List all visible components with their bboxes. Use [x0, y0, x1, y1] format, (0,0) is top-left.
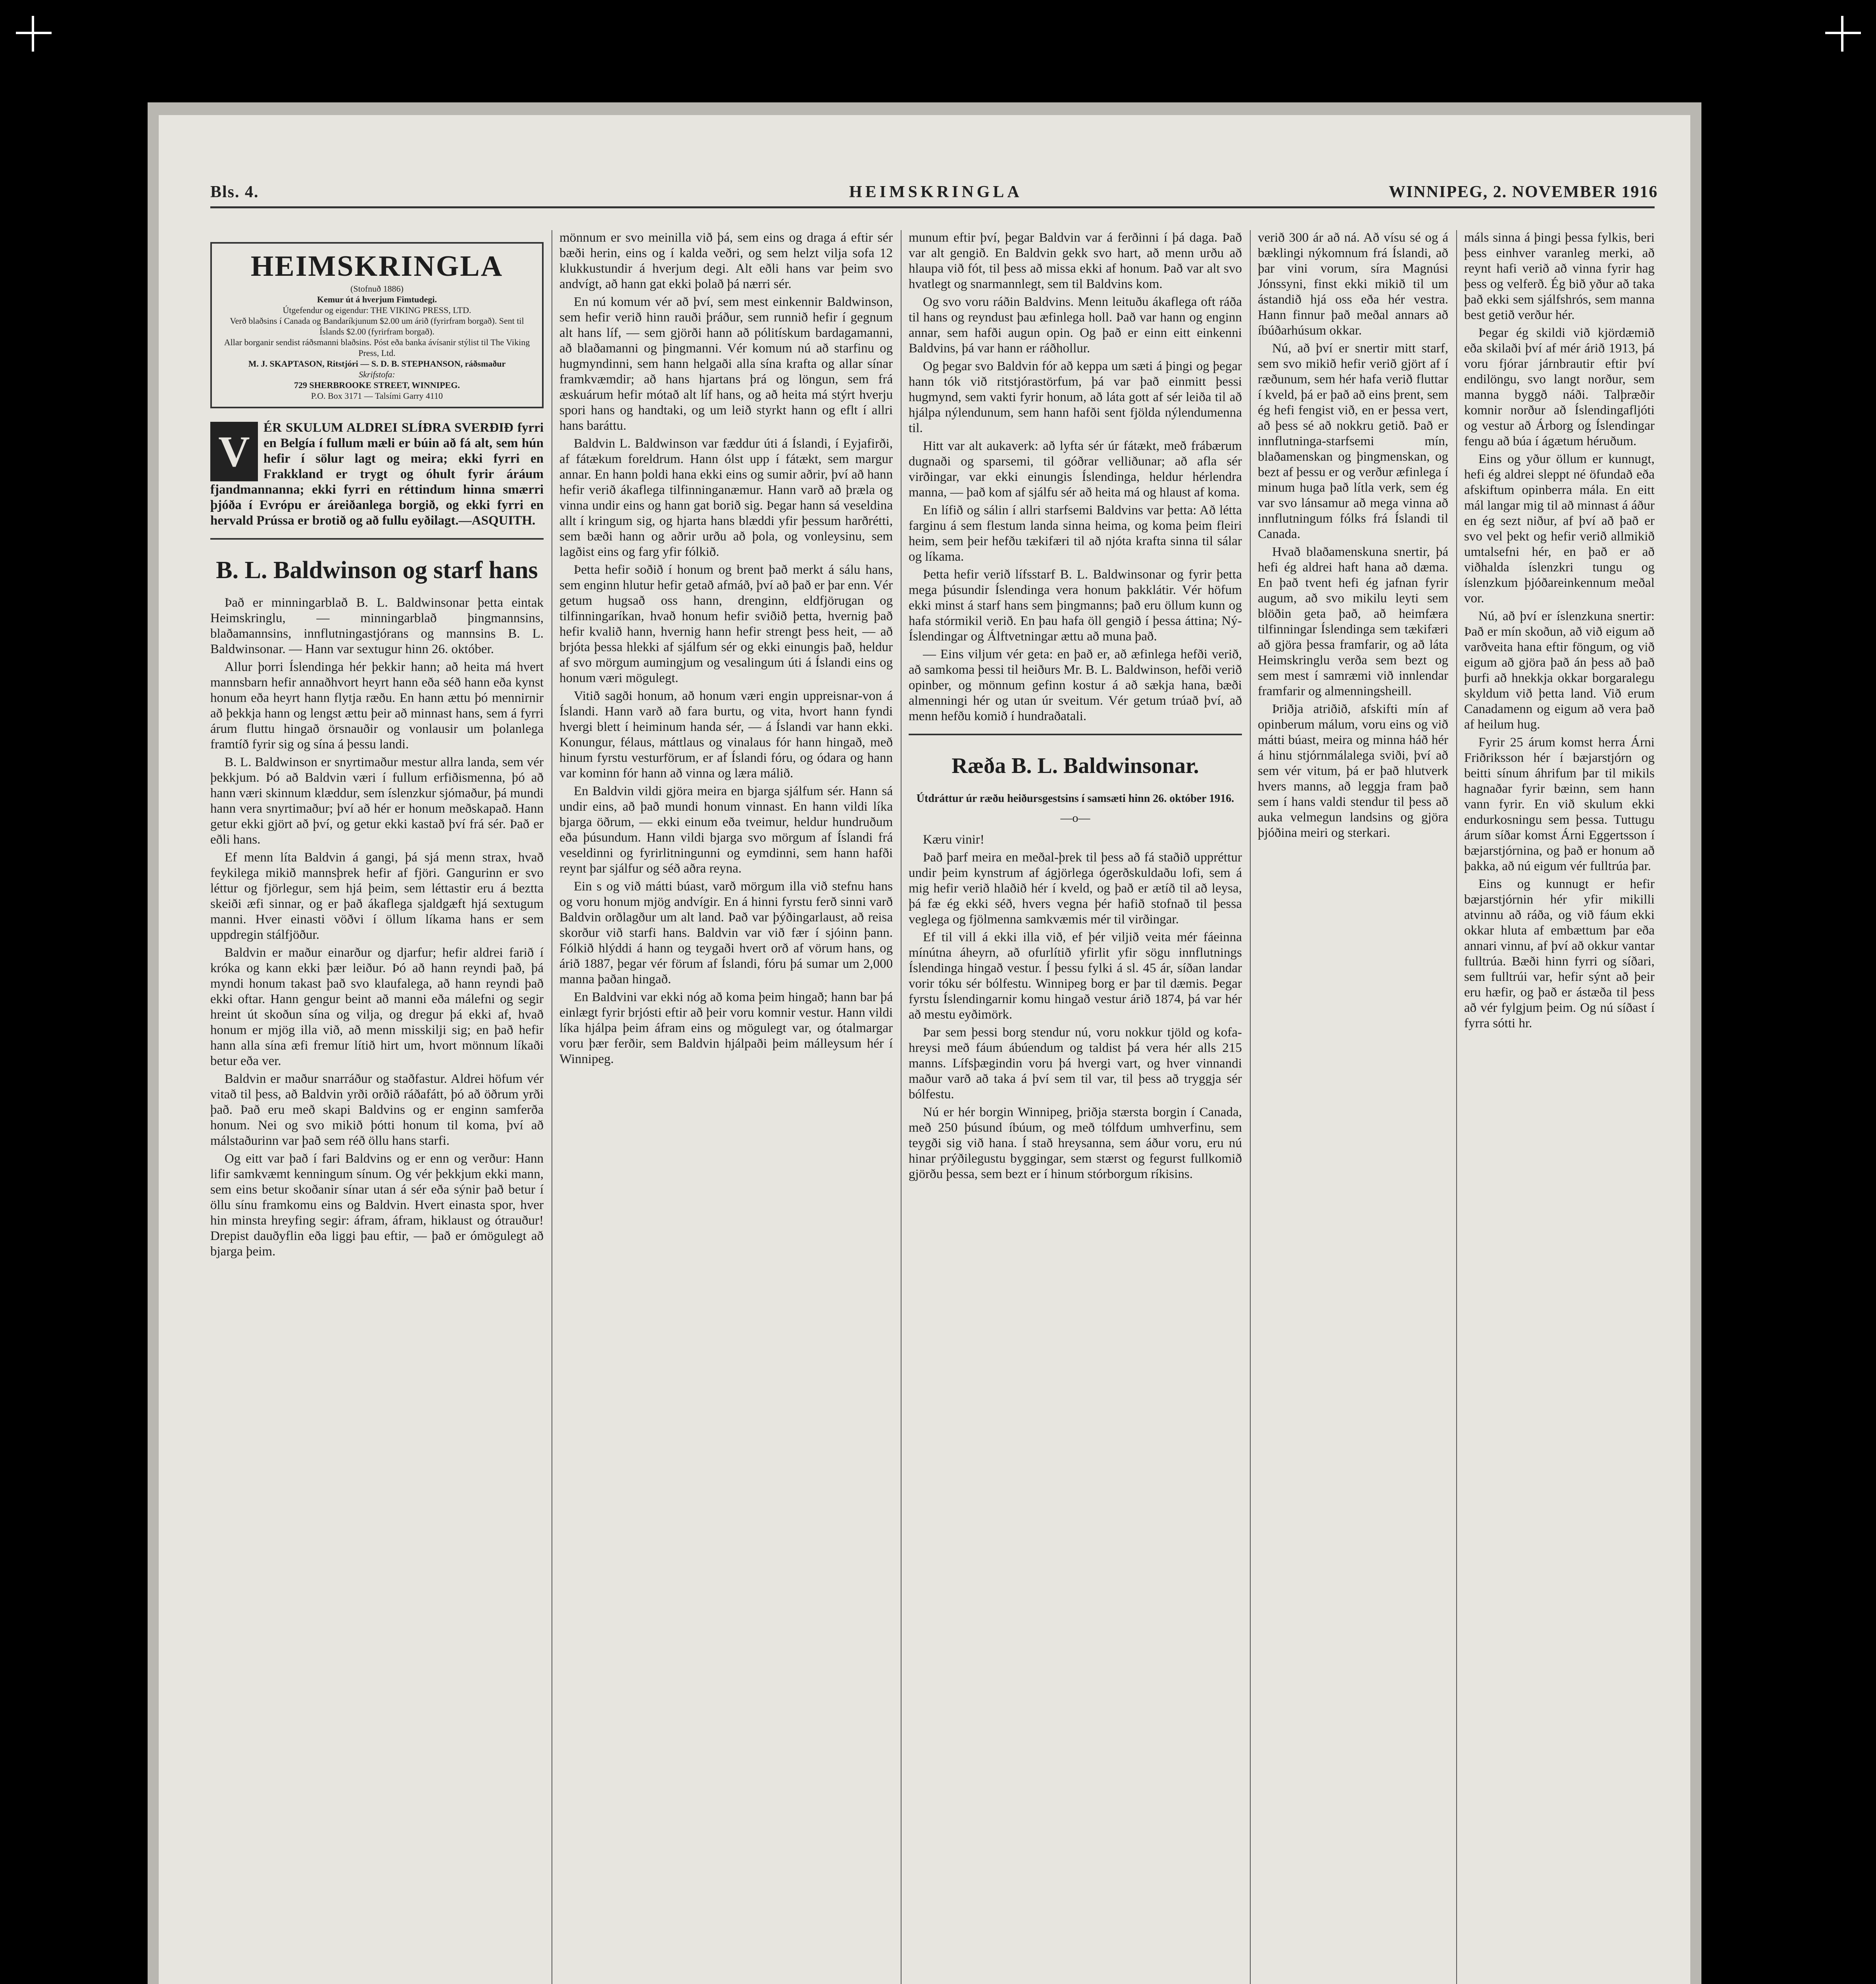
- speech-paragraph: Ef til vill á ekki illa við, ef þér viljið veita mér fáeinna mínútna áheyrn, að ofurlítið yfirlit yfir sögu innflutnings Íslendinga hingað vestur. Í þessu fylki á sl. 45 ár, síðan landar vorir tóku sér bólfestu. Winnipeg borg er þar til dæmis. Þegar fyrstu Íslendingarnir komu hingað vestur árið 1874, þá var hér að mestu eyðimörk.: [909, 930, 1242, 1022]
- column-rule: [1250, 230, 1251, 1984]
- article-paragraph: Og þegar svo Baldvin fór að keppa um sæti á þingi og þegar hann tók við ritstjórastörfum, þá var það einmitt þessi hugmynd, sem vakti fyrir honum, að láta gott af sér leiða til að hjálpa nýlendunum, sem hann hafði sent fjölda nýlendumenna til.: [909, 359, 1242, 435]
- article-paragraph: Ef menn líta Baldvin á gangi, þá sjá menn strax, hvað feykilega mikið mannsþrek hefir af fjöri. Gangurinn er svo léttur og fjörlegur, sem hjá þeim, sem léttastir eru á beztta skeiði æfi sinnar, og er það ákaflega sjaldgæft hjá sextugum manni. Hver einasti vöðvi í öllum líkama hans er sem uppdregin stálfjöður.: [210, 850, 544, 942]
- article-paragraph: — Eins viljum vér geta: en það er, að æfinlega hefði verið, að samkoma þessi til heiðurs Mr. B. L. Baldwinson, hefði verið opinber, og mönnum gefinn kostur á að sækja hana, bæði almenningi hér og utan úr sveitum. Vér getum trúað því, að menn hefðu komið í hundraðatali.: [909, 647, 1242, 723]
- column-rule: [1456, 230, 1457, 1984]
- film-corner-mark: [16, 32, 52, 34]
- article-paragraph: Baldvin L. Baldwinson var fæddur úti á Íslandi, í Eyjafirði, af fátækum foreldrum. Hann ólst upp í fátækt, sem margur annar. En hann þoldi hana ekki eins og sumir aðrir, því að hann hefir verið ákaflega tilfinninganæmur. Hann varð að þræla og vinna undir eins og hann gat borið sig. Þegar hann sá veseldina allt í kringum sig, og hjarta hans blæddi yfir þessum harðrétti, sem bæði hann og aðrir urðu að þola, og vonleysinu, sem lagðist eins og farg yfir fólkið.: [559, 436, 893, 559]
- masthead-editors: M. J. SKAPTASON, Ritstjóri — S. D. B. STEPHANSON, ráðsmaður: [248, 359, 506, 369]
- speech-paragraph: Nú er hér borgin Winnipeg, þriðja stærsta borgin í Canada, með 250 þúsund íbúum, og með tólfdum umhverfinu, sem teygði sig við hana. Í stað hreysanna, sem áður voru, eru nú hinar prýðilegustu byggingar, sem stærst og fegurst fullkomið gjörðu þessa, sem bezt er í hinum stórborgum ríkisins.: [909, 1105, 1242, 1181]
- masthead-price: Verð blaðsins í Canada og Bandaríkjunum $2.00 um árið (fyrirfram borgað). Sent til Íslands $2.00 (fyrirfram borgað).: [230, 316, 524, 336]
- masthead-box: [210, 242, 544, 408]
- paper-name: HEIMSKRINGLA: [849, 183, 1023, 201]
- article-paragraph: B. L. Baldwinson er snyrtimaður mestur allra landa, sem vér þekkjum. Þó að Baldvin væri í fullum erfiðismenna, þó að hann væri skinnum klæddur, sem íslenzkur sjómaður, þá mundi hann vera snyrtimaður; því að hér er honum meðskapað. Hann getur ekki gjört að því, og getur ekki kastað því frá sér. Það er eðli hans.: [210, 755, 544, 847]
- page-number: Bls. 4.: [210, 183, 259, 201]
- film-corner-mark: [1825, 32, 1861, 34]
- article-paragraph: verið 300 ár að ná. Að vísu sé og á bæklingi nýkomnum frá Íslandi, að þar vini vorum, síra Magnúsi Jónssyni, finst ekki mikið til um ástandið hjá oss eða hér vestra. Hann finnur það meðal annars að íbúðarhúsum okkar.: [1258, 231, 1448, 338]
- asquith-quote: [210, 420, 544, 529]
- section-rule: [909, 734, 1242, 735]
- section-rule: [210, 538, 544, 540]
- article-paragraph: Þriðja atriðið, afskifti mín af opinberum málum, voru eins og við mátti búast, meira og minna háð hér á hinu stjórnmálalega sviði, því að sem vér vitum, þá er það hlutverk hvers manns, að leggja fram það sem í hans valdi stendur til þess að auka velmegun landsins og gjöra þjóðina meiri og sterkari.: [1258, 702, 1448, 840]
- newspaper-page: [159, 115, 1690, 1984]
- article-paragraph: Eins og yður öllum er kunnugt, hefi ég aldrei sleppt né öfundað eða afskiftum opinberra mála. En eitt mál langar mig til að minnast á áður en ég sezt niður, af því að það er svo vel þekt og hefir verið allmikið umtalsefni hér, en það er að viðhalda íslenzkri tungu og íslenzkum þjóðareinkennum meðal vor.: [1464, 452, 1655, 606]
- quote-text: ÉR SKULUM ALDREI SLÍÐRA SVERÐIÐ fyrri en Belgía í fullum mæli er búin að fá alt, sem hún hefir í sölur lagt og meira; ekki fyrri en Frakkland er trygt og óhult fyrir áráum fjandmannanna; ekki fyrri en réttindum hinna smærri þjóða í Evrópu er áreiðanlega borgið, og ekki fyrri en hervald Prússa er brotið og að fullu eyðilagt.—ASQUITH.: [210, 421, 544, 528]
- article-paragraph: Hvað blaðamenskuna snertir, þá hefi ég aldrei haft hana að dæma. En það tvent hefi ég jafnan fyrir augum, að svo mikilu leyti sem blöðin geta það, að heimfæra tilfinningar Íslendinga sem tækifæri að gjöra þessa framfarir, og að láta Heimskringlu verða sem bezt og sem mest í samræmi við innlendar framfarir og almenningsheill.: [1258, 545, 1448, 698]
- article-paragraph: En nú komum vér að því, sem mest einkennir Baldwinson, sem hefir verið hinn rauði þráður, sem runnið hefir í gegnum alt hans líf, — sem gjörði hann að pólitískum bardagamanni, að blaðamanni og þingmanni. Vér komum nú að starfinu og hugmyndinni, sem hann helgaði alla sína krafta og allar sínar framkvæmdir; að hans hjartans þrá og löngun, sem frá æskuárum hefir mótað alt líf hans, og að heita má stýrt hverju spori hans og handtaki, og um leið styrkt hann og eflt í allri hans baráttu.: [559, 295, 893, 433]
- speech-headline: Ræða B. L. Baldwinsonar.: [951, 754, 1199, 778]
- masthead-box-number: P.O. Box 3171 — Talsími Garry 4110: [311, 391, 443, 401]
- header-rule: [210, 206, 1655, 208]
- article-paragraph: Eins og kunnugt er hefir bæjarstjórnin hér yfir mikilli atvinnu að ráða, og við fáum ekki okkar hluta af embættum þar eða annari vinnu, af því að okkur vantar fulltrúa. Bæði hinn fyrri og síðari, sem fulltrúi var, hefir sýnt að þeir eru hæfir, og það er ástæða til þess að vér fylgjum þeim. Og nú síðast í fyrra sótti hr.: [1464, 877, 1655, 1030]
- article-paragraph: Baldvin er maður snarráður og staðfastur. Aldrei höfum vér vitað til þess, að Baldvin yrði orðið ráðafátt, þó að öðrum yrði það. Það eru með skapi Baldvins og er enginn samferða honum. Nei og svo mikið þótti honum til koma, því að málstaðurinn var það sem réð öllu hans starfi.: [210, 1072, 544, 1148]
- article-paragraph: Þetta hefir verið lífsstarf B. L. Baldwinsonar og fyrir þetta mega þúsundir Íslendinga vera honum þakklátir. Vér höfum ekki minst á starf hans sem þingmanns; það eru öllum kunn og hafa stórmikil verið. En þau hafa öll gengið í þessa áttina; Ný-Íslendingar og Álftvetningar ættu að muna það.: [909, 567, 1242, 644]
- speech-subheading: Útdráttur úr ræðu heiðursgestsins í samsæti hinn 26. október 1916.: [916, 792, 1234, 805]
- column-4: [1258, 230, 1448, 1984]
- article-paragraph: En Baldvin vildi gjöra meira en bjarga sjálfum sér. Hann sá undir eins, að það mundi honum vinnast. En hann vildi líka bjarga öðrum, — ekki einum eða tveimur, heldur hundruðum eða þúsundum. Hann vildi bjarga svo mörgum af Íslandi frá veseldinni og fyrirlitningunni og eymdinni, sem hann hafði reynt þar sjálfur og séð aðra reyna.: [559, 784, 893, 876]
- column-3: [909, 230, 1242, 1984]
- article-headline: B. L. Baldwinson og starf hans: [216, 557, 538, 584]
- article-paragraph: Fyrir 25 árum komst herra Árni Friðriksson hér í bæjarstjórn og beitti sínum áhrifum þar til mikils hagnaðar fyrir bæinn, sem hann vann fyrir. En við skulum ekki endurkosningu sem þessa. Tuttugu árum síðar komst Árni Eggertsson í bæjarstjórnina, og það er honum að þakka, að nú eigum vér fulltrúa þar.: [1464, 735, 1655, 873]
- masthead-office-label: Skrifstofa:: [359, 369, 395, 379]
- masthead-publishers: Útgefendur og eigendur: THE VIKING PRESS, LTD.: [283, 305, 471, 315]
- article-paragraph: máls sinna á þingi þessa fylkis, beri þess einhver varanleg merki, að reynt hafi verið að vinna fyrir hag þess og velferð. Ég bið yður að taka það ekki sem sjálfshrós, sem manna best getið verður hér.: [1464, 231, 1655, 322]
- column-2: [559, 230, 893, 1984]
- article-paragraph: En Baldvini var ekki nóg að koma þeim hingað; hann bar þá einlægt fyrir brjósti eftir að þeir voru komnir vestur. Hann vildi líka hjálpa þeim áfram eins og mögulegt var, og ótalmargar voru þær ferðir, sem Baldvin hjálpaði þeim málleysum hér í Winnipeg.: [559, 990, 893, 1066]
- ornament: —o—: [1060, 811, 1090, 825]
- speech-paragraph: Þar sem þessi borg stendur nú, voru nokkur tjöld og kofa-hreysi með fáum ábúendum og taldist þá vera hér alls 215 manns. Lífsþægindin voru þá hvergi vart, og hver vinnandi maður varð að taka á því sem til var, til þess að tryggja sér bólfestu.: [909, 1025, 1242, 1102]
- article-paragraph: Hitt var alt aukaverk: að lyfta sér úr fátækt, með frábærum dugnaði og sparsemi, til góðrar velliðunar; að afla sér virðingar, var ekki einungis Íslendinga, heldur hérlendra manna, — það kom af sjálfu sér að heita má og hlaust af koma.: [909, 439, 1242, 500]
- column-5: [1464, 230, 1655, 1984]
- article-paragraph: Allur þorri Íslendinga hér þekkir hann; að heita má hvert mannsbarn hefir annaðhvort heyrt hann eða séð hann eða kynst honum eða heyrt hann flytja ræðu. En hann ættu þó mennirnir að þekkja hann og lengst ættu þeir að minnast hans, sem á fyrri árum fluttu hingað örsnauðir og vonlausir um þolanlega framtíð fyrir sig og sína á þessu landi.: [210, 660, 544, 752]
- article-paragraph: En lífið og sálin í allri starfsemi Baldvins var þetta: Að létta farginu á sem flestum landa sinna heima, og koma þeim fleiri heim, sem þeir hefðu tækifæri til að njóta krafta sinna til sálar og líkama.: [909, 503, 1242, 564]
- article-paragraph: Vitið sagði honum, að honum væri engin uppreisnar-von á Íslandi. Hann varð að fara burtu, og vita, hvort hann fyndi hvergi blett í heiminum handa sér, — á Íslandi var hann ekki. Konungur, félaus, máttlaus og vinalaus fór hann hingað, með hinum fyrstu vesturförum, er af Íslandi fóru, og ódara og hann var kominn fór hann að vinna og læra málið.: [559, 689, 893, 781]
- article-paragraph: Og eitt var það í fari Baldvins og er enn og verður: Hann lifir samkvæmt kenningum sínum. Og vér þekkjum ekki mann, sem eins betur skoðanir sínar utan á sér eða sýnir það betur í öllu sínu framkomu eins og Baldvin. Hvert einasta spor, hver hin minsta hreyfing segir: áfram, áfram, hiklaust og ótrauður! Drepist dauðyflin eða liggi þau eftir, — það er ómögulegt að bjarga þeim.: [210, 1152, 544, 1259]
- article-paragraph: Þetta hefir soðið í honum og brent það merkt á sálu hans, sem enginn hlutur hefir getað afmáð, því að það er þar enn. Vér getum hugsað oss hann, drenginn, eldfjörugan og tilfinningaríkan, hvað honum hefir sviðið þetta, hvernig það hefir kvalið hann, hvernig hann hefir strengt þess heit, — að brjóta þessa hlekki af sjálfum sér og ekki einungis það, heldur af svo mörgum aumingjum og vesalingum úti á Íslandi eins og honum væri mögulegt.: [559, 563, 893, 685]
- speech-salutation: Kæru vinir!: [923, 832, 984, 847]
- article-paragraph: Og svo voru ráðin Baldvins. Menn leituðu ákaflega oft ráða til hans og reyndust þau æfinlega holl. Það var hann og enginn annar, sem hafði augun opin. Og það er einn eitt einkenni Baldvins, þá var hann er ráðhollur.: [909, 295, 1242, 356]
- drop-cap: V: [210, 422, 258, 481]
- article-paragraph: Þegar ég skildi við kjördæmið eða skilaði því af mér árið 1913, þá voru fjórar járnbrautir eftir því endilöngu, svo langt norður, sem manna byggð náði. Talþræðir komnir norður að Íslendingafljóti og vestur að Árborg og Íslendingar fengu að búa í ágætum héruðum.: [1464, 326, 1655, 448]
- speech-paragraph: Það þarf meira en meðal-þrek til þess að fá staðið uppréttur undir þeim kynstrum af ágjörlega ógerðskuldaðu lofi, sem á mig hefir verið hlaðið hér í kveld, og það er ætíð til að leysa, þá fæ ég ekki séð, hvers vegna þér hafið stofnað til þessa veglega og fjölmenna samkvæmis mér til virðingar.: [909, 850, 1242, 927]
- article-paragraph: Nú, að því er snertir mitt starf, sem svo mikið hefir verið gjört af í ræðunum, sem hér hafa verið fluttar í kveld, þá er það að eins þrent, sem ég hefi fengist við, en er þessa vert, að þess sé að nokkru getið. Það er innflutninga-starfsemi mín, blaðamenskan og þingmenskan, og bezt af þessu er og verður æfinlega í minum huga það lítla verk, sem ég var svo lánsamur að mega vinna að innflutningum fólks frá Íslandi til Canada.: [1258, 341, 1448, 541]
- masthead-address: 729 SHERBROOKE STREET, WINNIPEG.: [294, 380, 460, 390]
- article-paragraph: munum eftir því, þegar Baldvin var á ferðinni í þá daga. Það var alt gengið. En Baldvin gekk svo hart, að menn urðu að hlaupa við fót, til þess að missa ekki af honum. Það var alt svo hvatlegt og snarmannlegt, sem til Baldvins kom.: [909, 231, 1242, 291]
- article-paragraph: Það er minningarblað B. L. Baldwinsonar þetta eintak Heimskringlu, — minningarblað þingmannsins, blaðamannsins, innflutningastjórans og mannsins B. L. Baldwinsonar. — Hann var sextugur hinn 26. október.: [210, 596, 544, 656]
- issue-date: WINNIPEG, 2. NOVEMBER 1916: [1389, 183, 1658, 201]
- article-paragraph: mönnum er svo meinilla við þá, sem eins og draga á eftir sér bæði herin, eins og í kalda veðri, og sem helzt vilja sofa 12 klukkustundir á hverjum degi. Alt eðli hans var þeim svo andvígt, að hann gat ekki þolað þá nærri sér.: [559, 231, 893, 291]
- masthead-title: HEIMSKRINGLA: [250, 250, 504, 283]
- article-paragraph: Baldvin er maður einarður og djarfur; hefir aldrei farið í króka og kann ekki þær leiður. Þó að hann reyndi það, þá myndi honum takast það svo klaufalega, að hann reyndi það ekki oftar. Hann gengur beint að manni eða málefni og segir hreint út skoðun sína og vilja, og dregur þá ekki af, hvað honum er mjög illa við, að menn misskilji sig; en það hefir hann alla sína æfi fremur lítið hirt um, hvort mönnum líkaði betur eða ver.: [210, 946, 544, 1068]
- masthead-published: Kemur út á hverjum Fimtudegi.: [317, 294, 437, 304]
- column-1: [210, 230, 544, 1984]
- masthead-remit: Allar borganir sendist ráðsmanni blaðsins. Póst eða banka ávísanir stýlist til The Viking Press, Ltd.: [224, 337, 530, 358]
- article-paragraph: Nú, að því er íslenzkuna snertir: Það er mín skoðun, að við eigum að varðveita hana eftir föngum, og við eigum að gjöra það án þess að það þurfi að hnekkja okkar borgaralegu skyldum við þetta land. Við erum Canadamenn og eigum að vera það af heilum hug.: [1464, 609, 1655, 732]
- article-paragraph: Ein s og við mátti búast, varð mörgum illa við stefnu hans og voru honum mjög andvígir. En á hinni fyrstu ferð sinni varð Baldvin orðlagður um alt land. Það var þýðingarlaust, að reisa skorður við starfi hans. Baldvin var við fær í sjóinn þann. Fólkið hlýddi á hann og teygaði hvert orð af vörum hans, og árið 1887, þegar vér förum af Íslandi, fóru þá sumar um 2,000 manna þaðan hingað.: [559, 879, 893, 986]
- masthead-founded: (Stofnuð 1886): [350, 284, 404, 294]
